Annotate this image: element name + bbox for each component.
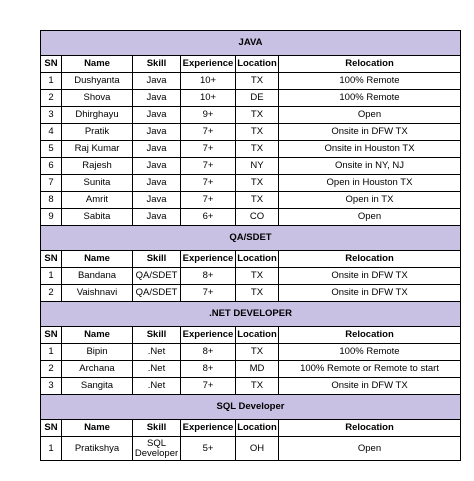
cell-skill: Java bbox=[133, 107, 181, 124]
candidate-table bbox=[40, 30, 461, 461]
table-row bbox=[41, 378, 461, 395]
column-header-relocation: Relocation bbox=[279, 251, 461, 268]
column-header-name: Name bbox=[62, 56, 133, 73]
column-header-name: Name bbox=[62, 251, 133, 268]
column-header-sn: SN bbox=[41, 420, 62, 437]
cell-name: Dushyanta bbox=[62, 73, 133, 90]
cell-relocation: Onsite in DFW TX bbox=[279, 378, 461, 395]
cell-sn: 3 bbox=[41, 107, 62, 124]
cell-sn: 2 bbox=[41, 361, 62, 378]
cell-sn: 1 bbox=[41, 73, 62, 90]
table-row bbox=[41, 361, 461, 378]
cell-sn: 1 bbox=[41, 344, 62, 361]
cell-location: TX bbox=[236, 192, 279, 209]
column-header-skill: Skill bbox=[133, 56, 181, 73]
column-header-experience: Experience bbox=[181, 420, 236, 437]
cell-experience: 7+ bbox=[181, 192, 236, 209]
section-header bbox=[41, 226, 461, 251]
cell-experience: 8+ bbox=[181, 268, 236, 285]
cell-relocation: Open bbox=[279, 209, 461, 226]
table-row bbox=[41, 73, 461, 90]
cell-sn: 9 bbox=[41, 209, 62, 226]
column-header-sn: SN bbox=[41, 56, 62, 73]
cell-location: DE bbox=[236, 90, 279, 107]
cell-relocation: Onsite in DFW TX bbox=[279, 124, 461, 141]
cell-skill: Java bbox=[133, 175, 181, 192]
cell-relocation: Open in Houston TX bbox=[279, 175, 461, 192]
cell-skill: Java bbox=[133, 192, 181, 209]
cell-relocation: Onsite in DFW TX bbox=[279, 285, 461, 302]
cell-relocation: Open bbox=[279, 437, 461, 461]
column-header-location: Location bbox=[236, 56, 279, 73]
cell-sn: 2 bbox=[41, 285, 62, 302]
cell-experience: 8+ bbox=[181, 361, 236, 378]
cell-experience: 7+ bbox=[181, 141, 236, 158]
cell-sn: 1 bbox=[41, 268, 62, 285]
cell-name: Vaishnavi bbox=[62, 285, 133, 302]
cell-relocation: Onsite in NY, NJ bbox=[279, 158, 461, 175]
cell-sn: 4 bbox=[41, 124, 62, 141]
section-header bbox=[41, 31, 461, 56]
cell-relocation: 100% Remote or Remote to start bbox=[279, 361, 461, 378]
cell-sn: 5 bbox=[41, 141, 62, 158]
column-header-sn: SN bbox=[41, 251, 62, 268]
section-header bbox=[41, 395, 461, 420]
cell-relocation: Onsite in DFW TX bbox=[279, 268, 461, 285]
cell-location: NY bbox=[236, 158, 279, 175]
cell-skill: Java bbox=[133, 90, 181, 107]
column-header-location: Location bbox=[236, 251, 279, 268]
column-header-relocation: Relocation bbox=[279, 420, 461, 437]
cell-sn: 8 bbox=[41, 192, 62, 209]
column-header-relocation: Relocation bbox=[279, 327, 461, 344]
table-row bbox=[41, 268, 461, 285]
cell-relocation: 100% Remote bbox=[279, 73, 461, 90]
cell-name: Sunita bbox=[62, 175, 133, 192]
cell-skill: .Net bbox=[133, 361, 181, 378]
cell-relocation: Onsite in Houston TX bbox=[279, 141, 461, 158]
cell-location: TX bbox=[236, 378, 279, 395]
column-header-name: Name bbox=[62, 327, 133, 344]
column-header-experience: Experience bbox=[181, 251, 236, 268]
section-header bbox=[41, 302, 461, 327]
column-header-row bbox=[41, 56, 461, 73]
table-row bbox=[41, 437, 461, 461]
cell-location: OH bbox=[236, 437, 279, 461]
cell-experience: 5+ bbox=[181, 437, 236, 461]
section-title: JAVA bbox=[41, 31, 461, 56]
column-header-skill: Skill bbox=[133, 327, 181, 344]
column-header-row bbox=[41, 327, 461, 344]
cell-skill: Java bbox=[133, 158, 181, 175]
cell-name: Rajesh bbox=[62, 158, 133, 175]
cell-experience: 7+ bbox=[181, 124, 236, 141]
cell-relocation: 100% Remote bbox=[279, 344, 461, 361]
cell-skill: Java bbox=[133, 73, 181, 90]
cell-experience: 7+ bbox=[181, 285, 236, 302]
cell-location: TX bbox=[236, 73, 279, 90]
table-row bbox=[41, 158, 461, 175]
cell-name: Archana bbox=[62, 361, 133, 378]
table-row bbox=[41, 141, 461, 158]
cell-location: TX bbox=[236, 141, 279, 158]
cell-sn: 2 bbox=[41, 90, 62, 107]
cell-name: Dhirghayu bbox=[62, 107, 133, 124]
cell-name: Bipin bbox=[62, 344, 133, 361]
column-header-experience: Experience bbox=[181, 327, 236, 344]
column-header-location: Location bbox=[236, 420, 279, 437]
cell-skill: QA/SDET bbox=[133, 268, 181, 285]
cell-skill: Java bbox=[133, 141, 181, 158]
cell-location: TX bbox=[236, 344, 279, 361]
cell-location: MD bbox=[236, 361, 279, 378]
cell-name: Raj Kumar bbox=[62, 141, 133, 158]
table-row bbox=[41, 90, 461, 107]
table-row bbox=[41, 175, 461, 192]
cell-skill: QA/SDET bbox=[133, 285, 181, 302]
cell-skill: Java bbox=[133, 209, 181, 226]
cell-experience: 7+ bbox=[181, 378, 236, 395]
column-header-skill: Skill bbox=[133, 251, 181, 268]
cell-experience: 10+ bbox=[181, 73, 236, 90]
table-row bbox=[41, 124, 461, 141]
table-row bbox=[41, 192, 461, 209]
table-row bbox=[41, 344, 461, 361]
cell-name: Pratik bbox=[62, 124, 133, 141]
cell-experience: 8+ bbox=[181, 344, 236, 361]
cell-sn: 1 bbox=[41, 437, 62, 461]
column-header-row bbox=[41, 420, 461, 437]
cell-experience: 9+ bbox=[181, 107, 236, 124]
cell-experience: 10+ bbox=[181, 90, 236, 107]
cell-location: TX bbox=[236, 175, 279, 192]
cell-location: TX bbox=[236, 285, 279, 302]
cell-sn: 6 bbox=[41, 158, 62, 175]
cell-name: Shova bbox=[62, 90, 133, 107]
cell-location: TX bbox=[236, 107, 279, 124]
table-row bbox=[41, 107, 461, 124]
cell-skill: .Net bbox=[133, 344, 181, 361]
column-header-sn: SN bbox=[41, 327, 62, 344]
cell-sn: 3 bbox=[41, 378, 62, 395]
cell-name: Amrit bbox=[62, 192, 133, 209]
column-header-experience: Experience bbox=[181, 56, 236, 73]
cell-location: CO bbox=[236, 209, 279, 226]
cell-experience: 7+ bbox=[181, 158, 236, 175]
cell-name: Pratikshya bbox=[62, 437, 133, 461]
table-row bbox=[41, 209, 461, 226]
cell-name: Sangita bbox=[62, 378, 133, 395]
column-header-skill: Skill bbox=[133, 420, 181, 437]
cell-experience: 6+ bbox=[181, 209, 236, 226]
cell-name: Sabita bbox=[62, 209, 133, 226]
section-title: .NET DEVELOPER bbox=[41, 302, 461, 327]
cell-relocation: Open bbox=[279, 107, 461, 124]
cell-name: Bandana bbox=[62, 268, 133, 285]
cell-experience: 7+ bbox=[181, 175, 236, 192]
cell-location: TX bbox=[236, 268, 279, 285]
section-title: SQL Developer bbox=[41, 395, 461, 420]
cell-relocation: 100% Remote bbox=[279, 90, 461, 107]
column-header-row bbox=[41, 251, 461, 268]
table-row bbox=[41, 285, 461, 302]
column-header-relocation: Relocation bbox=[279, 56, 461, 73]
column-header-name: Name bbox=[62, 420, 133, 437]
cell-skill: SQL Developer bbox=[133, 437, 181, 461]
cell-relocation: Open in TX bbox=[279, 192, 461, 209]
column-header-location: Location bbox=[236, 327, 279, 344]
cell-skill: .Net bbox=[133, 378, 181, 395]
section-title: QA/SDET bbox=[41, 226, 461, 251]
cell-sn: 7 bbox=[41, 175, 62, 192]
cell-skill: Java bbox=[133, 124, 181, 141]
cell-location: TX bbox=[236, 124, 279, 141]
